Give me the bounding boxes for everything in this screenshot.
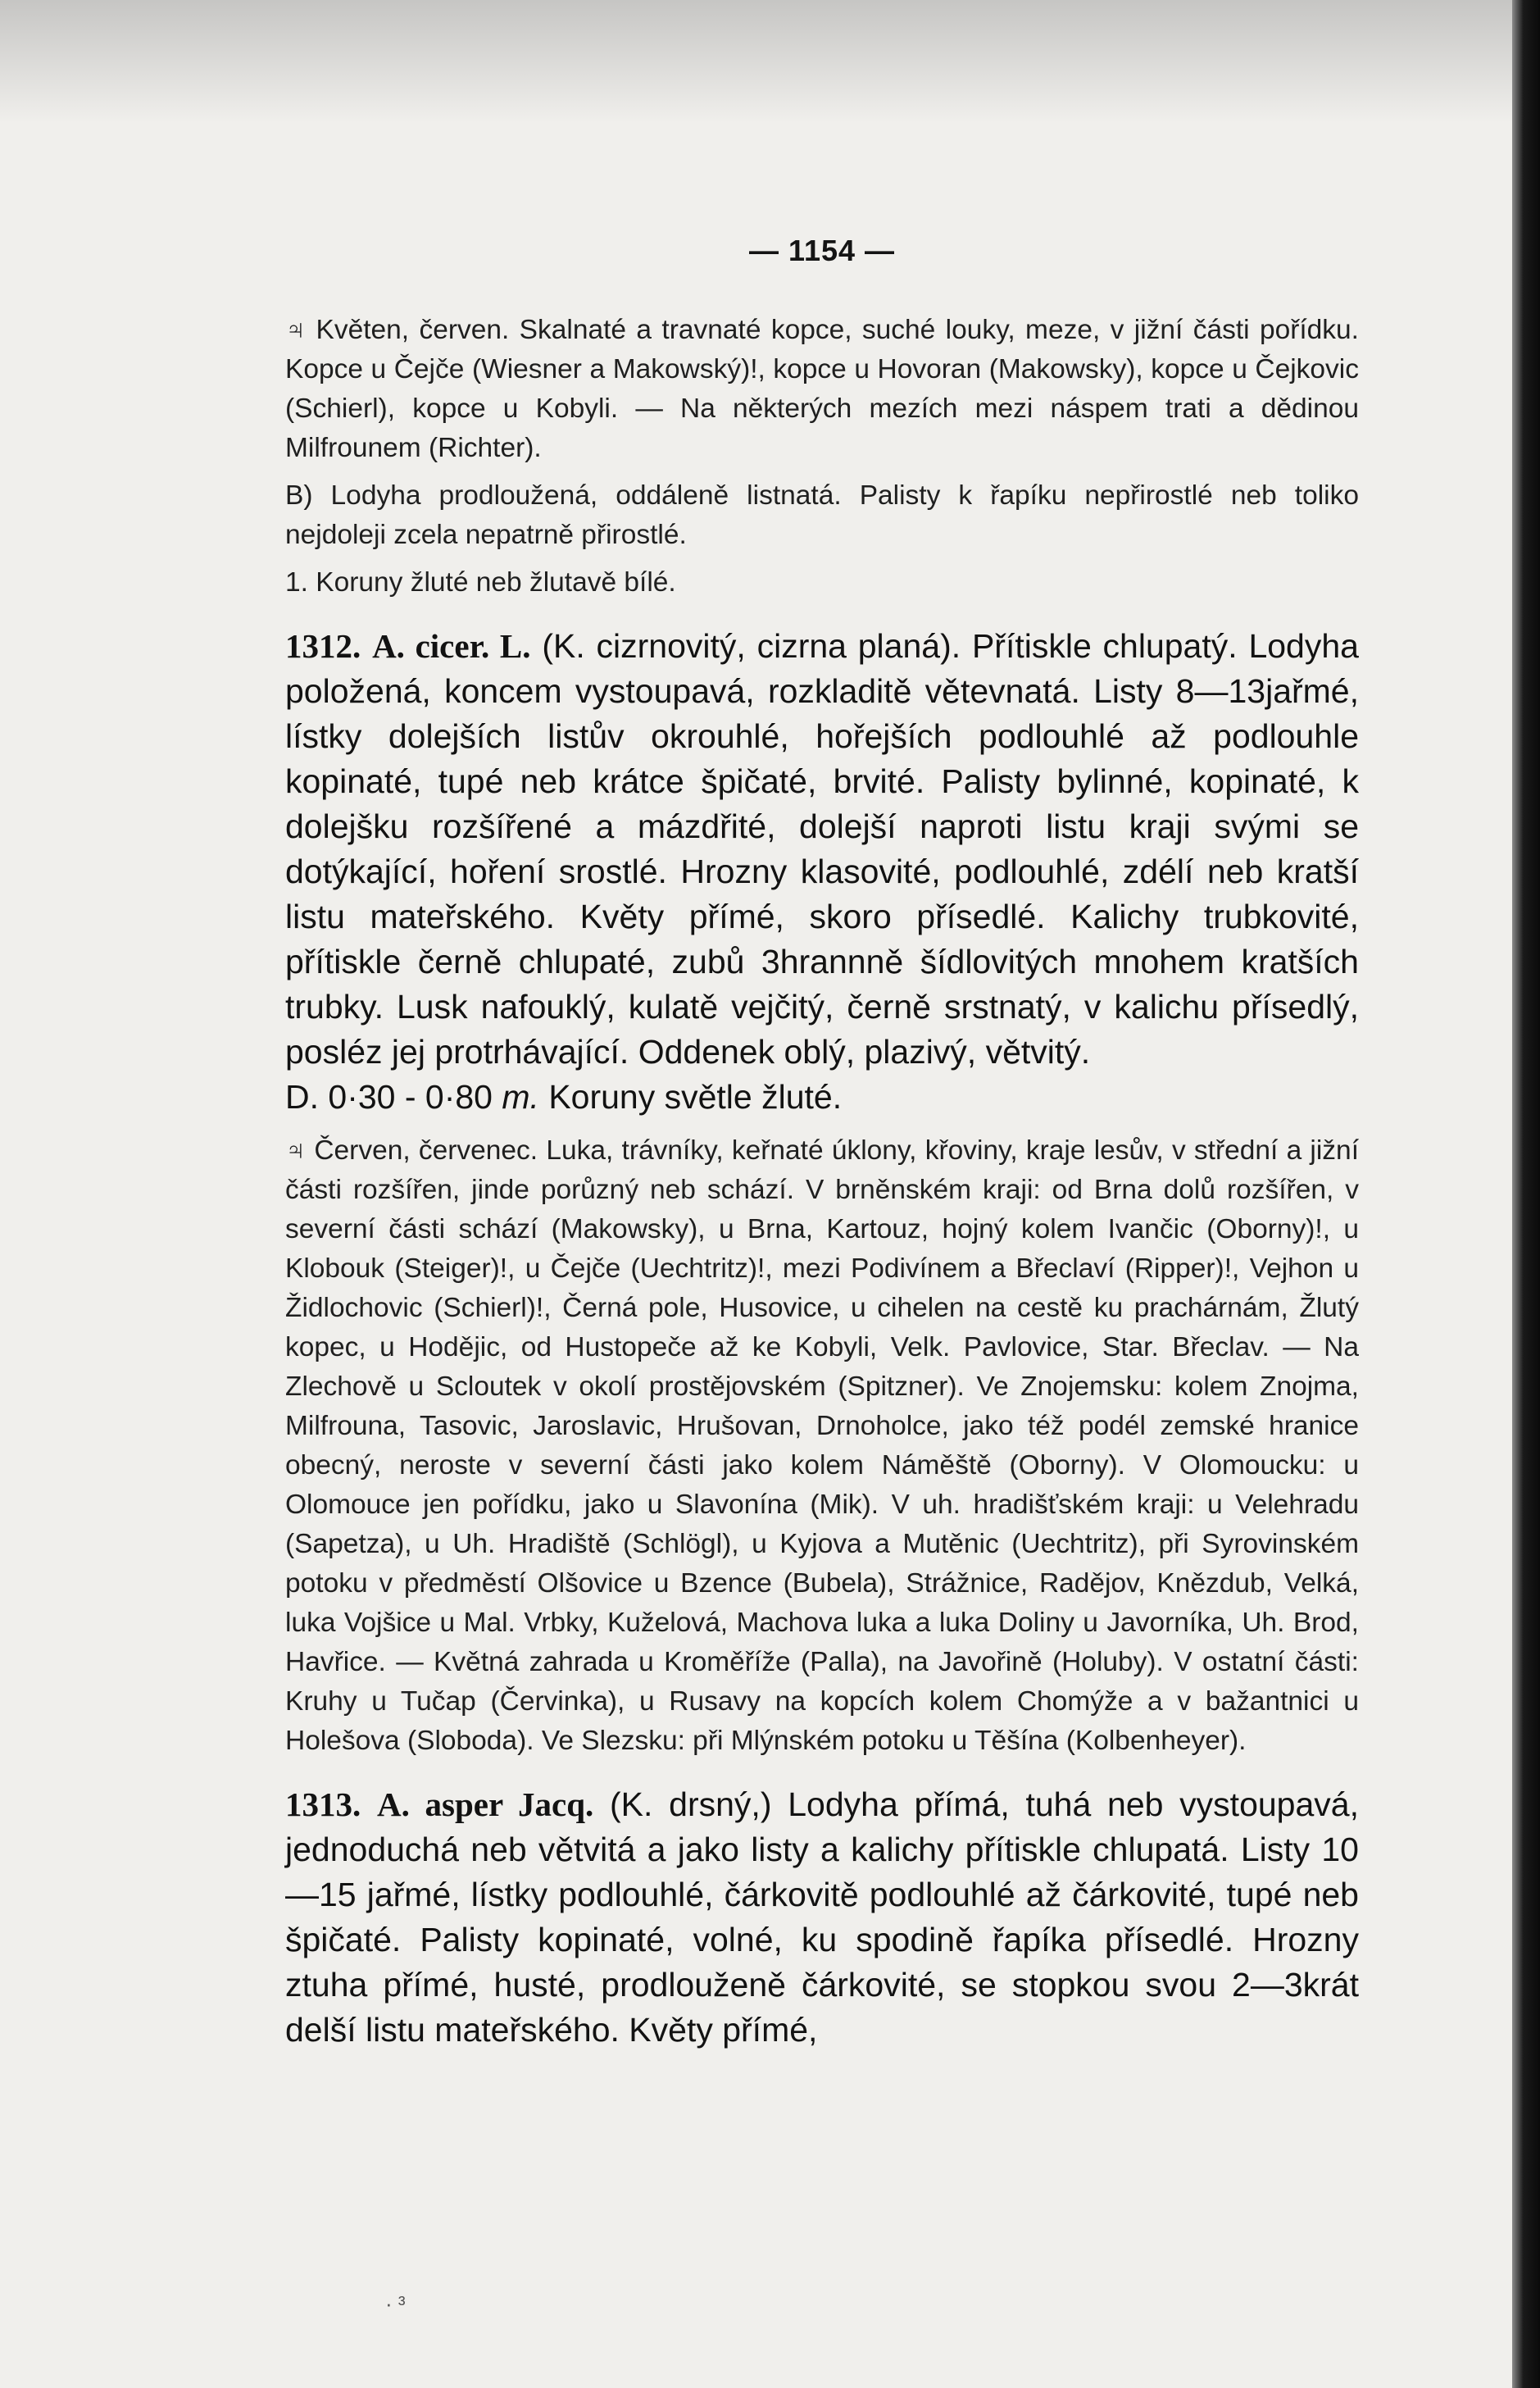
species-entry-1313 [285, 1782, 1359, 2053]
page-number: — 1154 — [748, 234, 896, 267]
species-number: 1313. [285, 1785, 361, 1823]
species-vernacular: (K. drsný,) [610, 1785, 772, 1823]
species-distribution-1312: ♃ Červen, červenec. Luka, trávníky, keřnaté úklony, křoviny, kraje lesův, v střední a jižní části rozšířen, jinde porůzný neb schází. V brněnském kraji: od Brna dolů rozšířen, v severní části schází (Makowsky), u Brna, Kartouz, hojný kolem Ivančic (Oborny)!, u Klobouk (Steiger)!, u Čejče (Uechtritz)!, mezi Podivínem a Břeclaví (Ripper)!, Vejhon u Židlochovic (Schierl)!, Černá pole, Husovice, u cihelen na cestě ku prachárnám, Žlutý kopec, u Hodějic, od Hustopeče až ke Kobyli, Velk. Pavlovice, Star. Břeclav. — Na Zlechově u Scloutek v okolí prostějovském (Spitzner). Ve Znojemsku: kolem Znojma, Milfrouna, Tasovic, Jaroslavic, Hrušovan, Drnoholce, jako též podél zemské hranice obecný, neroste v severní části jako kolem Náměště (Oborny). V Olomoucku: u Olomouce jen pořídku, jako u Slavonína (Mik). V uh. hradišťském kraji: u Velehradu (Sapetza), u Uh. Hradiště (Schlögl), u Kyjova a Mutěnic (Uechtritz), při Syrovinském potoku v předměstí Olšovice u Bzence (Bubela), Strážnice, Radějov, Knězdub, Velká, luka Vojšice u Mal. Vrbky, Kuželová, Machova luka a luka Doliny u Javorníka, Uh. Brod, Havřice. — Květná zahrada u Kroměříže (Palla), na Javořině (Holuby). V ostatní části: Kruhy u Tučap (Červinka), u Rusavy na kopcích kolem Chomýže a v bažantnici u Holešova (Sloboda). Ve Slezsku: při Mlýnském potoku u Těšína (Kolbenheyer). [285, 1135, 1359, 1756]
section-b-paragraph: B) Lodyha prodloužená, oddáleně listnatá. Palisty k řapíku nepřirostlé neb toliko nejdoleji zcela nepatrně přirostlé. [285, 480, 1359, 550]
species-entry-1312 [285, 624, 1359, 1120]
species-name: A. asper Jacq. [377, 1785, 594, 1823]
species-dimensions: D. 0·30 - 0·80 [285, 1078, 493, 1116]
species-name: A. cicer. L. [372, 627, 531, 665]
subsection-heading: 1. Koruny žluté neb žlutavě bílé. [285, 567, 676, 598]
page-content [285, 234, 1359, 2053]
species-number: 1312. [285, 627, 361, 665]
dimension-unit: m. [502, 1078, 539, 1116]
flowering-paragraph: ♃ Květen, červen. Skalnaté a travnaté kopce, suché louky, meze, v jižní části pořídku. Kopce u Čejče (Wiesner a Makowský)!, kopce u Hovoran (Makowsky), kopce u Čejkovic (Schierl), kopce u Kobyli. — Na některých mezích mezi náspem trati a dědinou Milfrounem (Richter). [285, 315, 1359, 463]
footer-mark: · ³ [385, 2291, 406, 2316]
species-description: Přítiskle chlupatý. Lodyha položená, koncem vystoupavá, rozkladitě větevnatá. Listy 8—13jařmé, lístky dolejších listův okrouhlé, hořejších podlouhlé až podlouhle kopinaté, tupé neb krátce špičaté, brvité. Palisty bylinné, kopinaté, k dolejšku rozšířené a mázdřité, dolejší naproti listu kraji svými se dotýkající, hoření srostlé. Hrozny klasovité, podlouhlé, zdélí neb kratší listu mateřského. Květy přímé, skoro přísedlé. Kalichy trubkovité, přítiskle černě chlupaté, zubů 3hrannně šídlovitých mnohem kratších trubky. Lusk nafouklý, kulatě vejčitý, černě srstnatý, v kalichu přísedlý, posléz jej protrhávající. Oddenek oblý, plazivý, větvitý. [285, 627, 1359, 1071]
species-vernacular: (K. cizrnovitý, cizrna planá). [542, 627, 961, 665]
corolla-color: Koruny světle žluté. [548, 1078, 843, 1116]
species-description: Lodyha přímá, tuhá neb vystoupavá, jednoduchá neb větvitá a jako listy a kalichy přítiskle chlupatá. Listy 10—15 jařmé, lístky podlouhlé, čárkovitě podlouhlé až čárkovité, tupé neb špičaté. Palisty kopinaté, volné, ku spodině řapíka přísedlé. Hrozny ztuha přímé, husté, prodlouženě čárkovité, se stopkou svou 2—3krát delší listu mateřského. Květy přímé, [285, 1785, 1359, 2049]
scan-shadow [0, 0, 1512, 123]
book-edge [1512, 0, 1540, 2388]
